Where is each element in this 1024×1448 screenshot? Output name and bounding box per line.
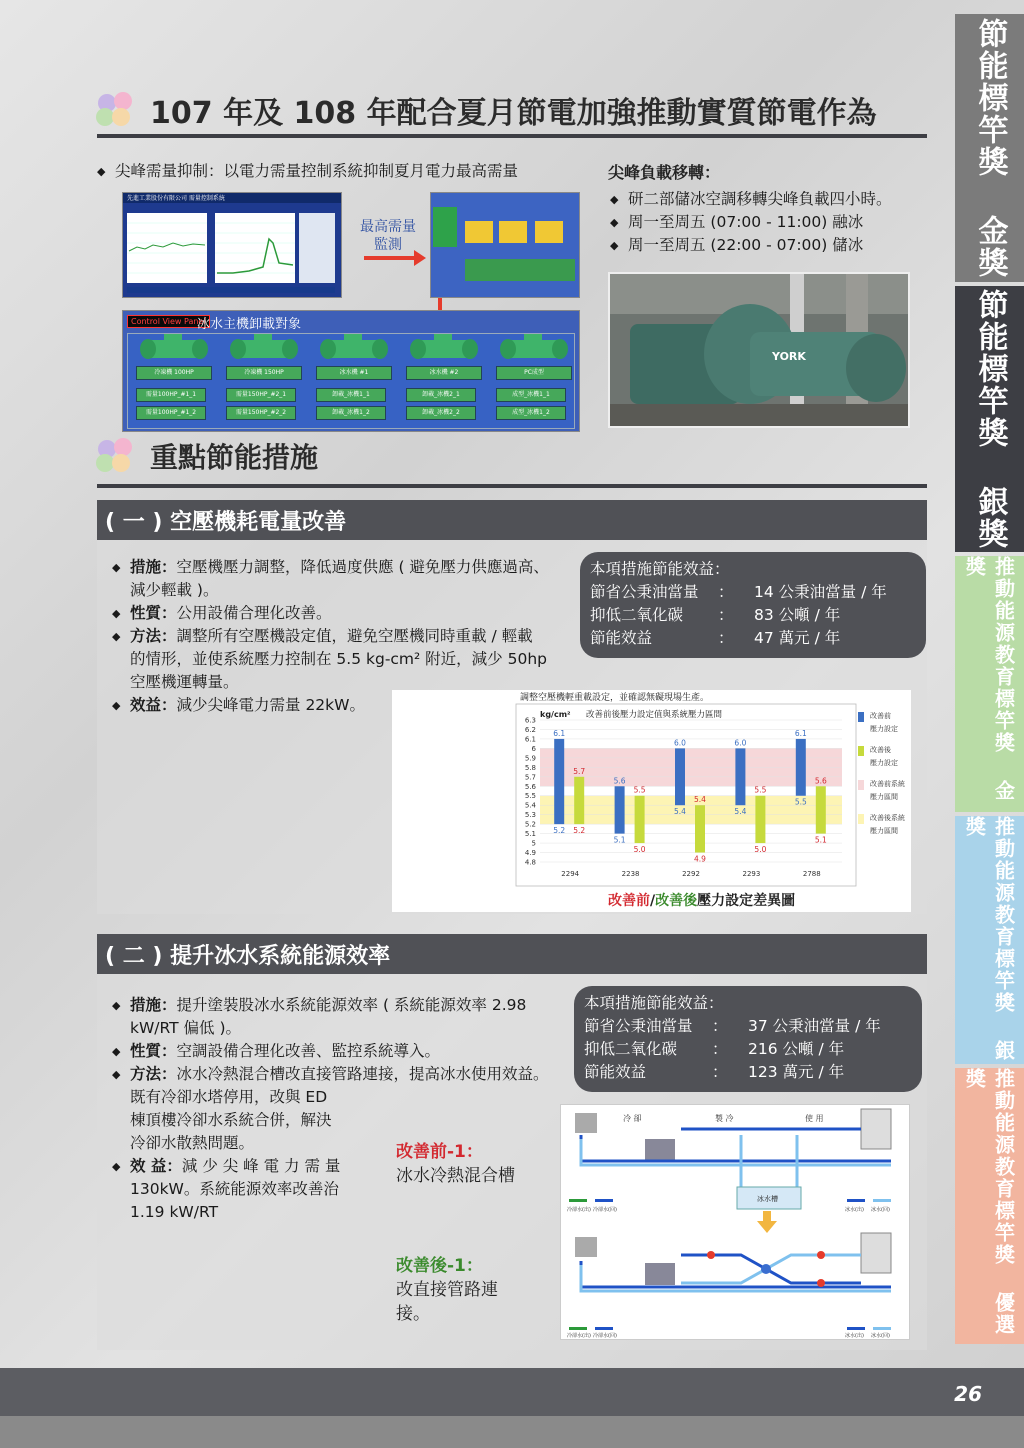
chiller-icon bbox=[404, 332, 484, 366]
y-tick-label: 5.4 bbox=[524, 801, 536, 810]
demand-trend-charts bbox=[123, 203, 341, 297]
benefit-row: 節能效益 ： 47 萬元 / 年 bbox=[590, 629, 841, 647]
chiller-unload-button[interactable]: 需量150HP_#2_1 bbox=[226, 388, 296, 402]
section-title: 重點節能措施 bbox=[150, 441, 319, 474]
load-shift-list bbox=[610, 188, 930, 257]
benefit-row: 抑低二氧化碳 ： 83 公噸 / 年 bbox=[590, 606, 841, 624]
bullet-method: ◆ 方法：冰水冷熱混合槽改直接管路連接，提高冰水使用效益。 bbox=[112, 1063, 572, 1086]
chiller-icon bbox=[494, 332, 574, 366]
chart-title: 調整空壓機輕重載設定，並確認無礙現場生產。 bbox=[520, 693, 710, 703]
chiller-unit[interactable] bbox=[134, 332, 214, 428]
data-label: 6.0 bbox=[734, 738, 747, 748]
diagram-svg bbox=[561, 1105, 911, 1341]
chiller-unload-button[interactable]: 需量100HP_#1_2 bbox=[136, 406, 206, 420]
pressure-bar bbox=[615, 786, 625, 833]
page-title: 107 年及 108 年配合夏月節電加強推動實質節電作為 bbox=[150, 96, 877, 131]
load-shift-heading: 尖峰負載移轉： bbox=[608, 163, 721, 182]
y-tick-label: 5.1 bbox=[524, 830, 536, 839]
arrow-right-icon bbox=[414, 250, 426, 266]
diagram-legend: 冷卻水(出) bbox=[567, 1207, 591, 1213]
diagram-legend: 冰水(出) bbox=[845, 1333, 864, 1339]
chiller-unit[interactable] bbox=[404, 332, 484, 428]
bullet-nature: ◆ 性質：公用設備合理化改善。 bbox=[112, 602, 582, 625]
x-tick-label: 2788 bbox=[802, 870, 821, 878]
diagram-header: 冷 卻 bbox=[623, 1114, 642, 1123]
diagram-header: 使 用 bbox=[805, 1114, 824, 1123]
section1-benefit-box: 本項措施節能效益： 節省公秉油當量 ： 14 公秉油當量 / 年 抑低二氧化碳 ： 83 公噸 / 年 節能效益 ： 47 萬元 / 年 bbox=[580, 552, 926, 658]
y-tick-label: 5.3 bbox=[524, 811, 536, 820]
ice-tank-label: 冰水槽 bbox=[757, 1195, 778, 1203]
legend-label: 壓力區間 bbox=[870, 793, 898, 801]
legend-label: 壓力設定 bbox=[870, 759, 898, 767]
chiller-unload-button[interactable]: 成型_冰機1_2 bbox=[496, 406, 566, 420]
y-tick-label: 6 bbox=[531, 744, 536, 753]
legend-label: 改善後 bbox=[870, 746, 891, 754]
section2-header: ( 二 ) 提升冰水系統能源效率 bbox=[97, 934, 927, 974]
data-label: 5.6 bbox=[613, 776, 626, 786]
x-tick-label: 2292 bbox=[682, 870, 700, 878]
legend-swatch bbox=[858, 814, 864, 824]
bullet-benefit: ◆ 效 益：減 少 尖 峰 電 力 需 量 bbox=[112, 1155, 372, 1178]
x-tick-label: 2238 bbox=[621, 870, 640, 878]
benefit-row: 節省公秉油當量 ： 37 公秉油當量 / 年 bbox=[584, 1017, 881, 1035]
y-tick-label: 5.8 bbox=[524, 763, 536, 772]
peak-demand-bullet: ◆ 尖峰需量抑制：以電力需量控制系統抑制夏月電力最高需量 bbox=[97, 160, 577, 183]
data-label: 5.1 bbox=[814, 835, 827, 845]
data-label: 6.1 bbox=[553, 728, 566, 738]
chiller-icon bbox=[314, 332, 394, 366]
data-label: 5.5 bbox=[633, 785, 646, 795]
chiller-name: 冷凍機 100HP bbox=[136, 366, 212, 380]
chiller-unload-button[interactable]: 卸載_冰機2_1 bbox=[406, 388, 476, 402]
side-tab-edu-merit[interactable]: 推動能源教育標竿獎 優選獎 bbox=[955, 1068, 1024, 1344]
data-label: 5.2 bbox=[553, 826, 566, 836]
data-label: 5.5 bbox=[754, 785, 767, 795]
control-panel-tag: Control View Panel bbox=[127, 315, 210, 328]
y-tick-label: 5 bbox=[531, 839, 536, 848]
legend-label: 改善前 bbox=[870, 712, 891, 720]
chiller-unit[interactable] bbox=[314, 332, 394, 428]
arrow-right-shaft bbox=[364, 256, 416, 260]
y-tick-label: 5.6 bbox=[524, 782, 536, 791]
x-tick-label: 2294 bbox=[561, 870, 580, 878]
y-tick-label: 6.3 bbox=[524, 716, 536, 725]
pressure-bar bbox=[755, 796, 765, 843]
side-tab-gold[interactable]: 節能標竿獎 金獎 bbox=[955, 14, 1024, 282]
section2-benefit-box: 本項措施節能效益： 節省公秉油當量 ： 37 公秉油當量 / 年 抑低二氧化碳 ： 216 公噸 / 年 節能效益 ： 123 萬元 / 年 bbox=[574, 986, 922, 1092]
y-tick-label: 6.1 bbox=[524, 735, 536, 744]
benefit-row: 節能效益 ： 123 萬元 / 年 bbox=[584, 1063, 845, 1081]
section1-bullets: ◆ 措施：空壓機壓力調整，降低過度供應 ( 避免壓力供應過高、 減少輕載 )。 ◆ 性質：公用設備合理化改善。 ◆ 方法：調整所有空壓機設定值，避免空壓機同時重載 / 輕載 的情形，並使系統壓力控制在 5.5 kg-cm² 附近，減少 50hp 空壓機運轉量。 ◆ 效益：減少尖峰電力需量 22kW。 bbox=[112, 556, 582, 717]
diagram-legend: 冷卻水(回) bbox=[593, 1207, 617, 1213]
pressure-bar bbox=[675, 748, 685, 805]
pressure-chart bbox=[392, 690, 911, 912]
pressure-bar bbox=[574, 777, 584, 824]
chiller-unload-button[interactable]: 需量150HP_#2_2 bbox=[226, 406, 296, 420]
bullet-measure: ◆ 措施：提升塗裝股冰水系統能源效率 ( 系統能源效率 2.98 bbox=[112, 994, 572, 1017]
legend-label: 壓力設定 bbox=[870, 725, 898, 733]
section2-bullets-cont: 既有冷卻水塔停用，改與 ED 棟頂樓冷卻水系統合併，解決 冷卻水散熱問題。 ◆ 效 益：減 少 尖 峰 電 力 需 量 130kW。系統能源效率改善治 1.19 kW/RT bbox=[112, 1086, 372, 1224]
legend-label: 壓力區間 bbox=[870, 827, 898, 835]
pressure-bar bbox=[635, 796, 645, 843]
bullet-nature: ◆ 性質：空調設備合理化改善、監控系統導入。 bbox=[112, 1040, 572, 1063]
legend-swatch bbox=[858, 746, 864, 756]
bullet-method: ◆ 方法：調整所有空壓機設定值，避免空壓機同時重載 / 輕載 bbox=[112, 625, 582, 648]
data-label: 5.7 bbox=[573, 766, 586, 776]
load-shift-item: ◆ 研二部儲冰空調移轉尖峰負載四小時。 bbox=[610, 188, 930, 211]
diagram-header: 製 冷 bbox=[715, 1114, 734, 1123]
data-label: 6.0 bbox=[674, 738, 686, 748]
data-label: 5.6 bbox=[814, 776, 827, 786]
chiller-unload-button[interactable]: 卸載_冰機1_1 bbox=[316, 388, 386, 402]
bullet-benefit: ◆ 效益：減少尖峰電力需量 22kW。 bbox=[112, 694, 582, 717]
diagram-legend: 冷卻水(出) bbox=[567, 1333, 591, 1339]
bullet-measure: ◆ 措施：空壓機壓力調整，降低過度供應 ( 避免壓力供應過高、 bbox=[112, 556, 582, 579]
pressure-bar bbox=[554, 739, 564, 824]
diagram-legend: 冰水(回) bbox=[871, 1333, 890, 1339]
data-label: 5.5 bbox=[794, 797, 807, 807]
page-footer bbox=[0, 1368, 1024, 1448]
legend-label: 改善前系統 bbox=[870, 780, 905, 788]
demand-screen-2 bbox=[430, 192, 580, 298]
chiller-target-label: 冰水主機卸載對象 bbox=[197, 317, 302, 332]
max-demand-label: 最高需量 監測 bbox=[360, 219, 416, 253]
after-label: 改善後-1： 改直接管路連 接。 bbox=[396, 1256, 498, 1324]
chart-subtitle: 改善前後壓力設定值與系統壓力區間 bbox=[586, 710, 723, 720]
data-label: 5.4 bbox=[734, 807, 747, 817]
york-logo: YORK bbox=[772, 350, 806, 363]
data-label: 5.0 bbox=[754, 845, 767, 855]
chiller-name: 冷凍機 150HP bbox=[226, 366, 302, 380]
demand-screen-1 bbox=[122, 192, 342, 298]
chilled-water-diagram bbox=[560, 1104, 910, 1340]
diagram-legend: 冰水(出) bbox=[845, 1207, 864, 1213]
flower-icon bbox=[92, 90, 146, 130]
y-tick-label: 5.7 bbox=[524, 773, 536, 782]
data-label: 4.9 bbox=[694, 854, 706, 864]
page-number: 26 bbox=[954, 1382, 982, 1406]
y-tick-label: 5.2 bbox=[524, 820, 536, 829]
chiller-name: PC成型 bbox=[496, 366, 572, 380]
y-tick-label: 5.5 bbox=[524, 792, 536, 801]
before-label: 改善前-1： 冰水冷熱混合槽 bbox=[396, 1142, 515, 1186]
chiller-icon bbox=[134, 332, 214, 366]
pressure-bar bbox=[695, 805, 705, 852]
pressure-bar bbox=[735, 748, 745, 805]
diagram-legend: 冰水(回) bbox=[871, 1207, 890, 1213]
y-tick-label: 5.9 bbox=[524, 754, 536, 763]
title-divider bbox=[97, 134, 927, 138]
chiller-photo bbox=[608, 272, 910, 428]
chart-caption: 改善前/改善後壓力設定差異圖 bbox=[608, 893, 796, 909]
key-title-row bbox=[92, 436, 318, 476]
chiller-unload-button[interactable]: 卸載_冰機1_2 bbox=[316, 406, 386, 420]
data-label: 6.1 bbox=[794, 728, 807, 738]
y-tick-label: 4.9 bbox=[524, 849, 536, 858]
load-shift-item: ◆ 周一至周五 (22:00 - 07:00) 儲冰 bbox=[610, 234, 930, 257]
load-shift-item: ◆ 周一至周五 (07:00 - 11:00) 融冰 bbox=[610, 211, 930, 234]
data-label: 5.4 bbox=[694, 795, 706, 805]
section1-header: ( 一 ) 空壓機耗電量改善 bbox=[97, 500, 927, 540]
legend-label: 改善後系統 bbox=[870, 814, 905, 822]
data-label: 5.1 bbox=[613, 835, 626, 845]
diagram-legend: 冷卻水(回) bbox=[593, 1333, 617, 1339]
chiller-unit[interactable] bbox=[224, 332, 304, 428]
chiller-icon bbox=[224, 332, 304, 366]
data-label: 5.0 bbox=[633, 845, 646, 855]
y-unit-label: kg/cm² bbox=[540, 710, 571, 719]
y-tick-label: 4.8 bbox=[524, 858, 536, 867]
side-tab-edu-silver[interactable]: 推動能源教育標竿獎 銀獎 bbox=[955, 816, 1024, 1064]
title-divider bbox=[97, 484, 927, 488]
pressure-bar bbox=[796, 739, 806, 796]
pressure-chart-svg bbox=[392, 690, 911, 912]
side-tab-edu-gold[interactable]: 推動能源教育標竿獎 金獎 bbox=[955, 556, 1024, 812]
benefit-row: 節省公秉油當量 ： 14 公秉油當量 / 年 bbox=[590, 583, 887, 601]
y-tick-label: 6.2 bbox=[524, 725, 536, 734]
chiller-unit[interactable] bbox=[494, 332, 574, 428]
screen-header: 先進工業股份有限公司 需量控制系統 bbox=[123, 193, 341, 203]
data-label: 5.2 bbox=[573, 826, 586, 836]
x-tick-label: 2293 bbox=[742, 870, 761, 878]
pressure-bar bbox=[816, 786, 826, 833]
chiller-unload-button[interactable]: 卸載_冰機2_2 bbox=[406, 406, 476, 420]
flower-icon bbox=[92, 436, 146, 476]
data-label: 5.4 bbox=[674, 807, 686, 817]
benefit-row: 抑低二氧化碳 ： 216 公噸 / 年 bbox=[584, 1040, 845, 1058]
chiller-name: 冰水機 #2 bbox=[406, 366, 482, 380]
side-tab-silver[interactable]: 節能標竿獎 銀獎 bbox=[955, 286, 1024, 552]
chiller-unload-button[interactable]: 成型_冰機1_1 bbox=[496, 388, 566, 402]
section2-bullets: ◆ 措施：提升塗裝股冰水系統能源效率 ( 系統能源效率 2.98 kW/RT 偏低 )。 ◆ 性質：空調設備合理化改善、監控系統導入。 ◆ 方法：冰水冷熱混合槽改直接管路連接，提高冰水使用效益。 bbox=[112, 994, 572, 1086]
legend-swatch bbox=[858, 780, 864, 790]
main-title-row bbox=[92, 88, 877, 132]
chiller-name: 冰水機 #1 bbox=[316, 366, 392, 380]
chiller-unload-button[interactable]: 需量100HP_#1_1 bbox=[136, 388, 206, 402]
legend-swatch bbox=[858, 712, 864, 722]
